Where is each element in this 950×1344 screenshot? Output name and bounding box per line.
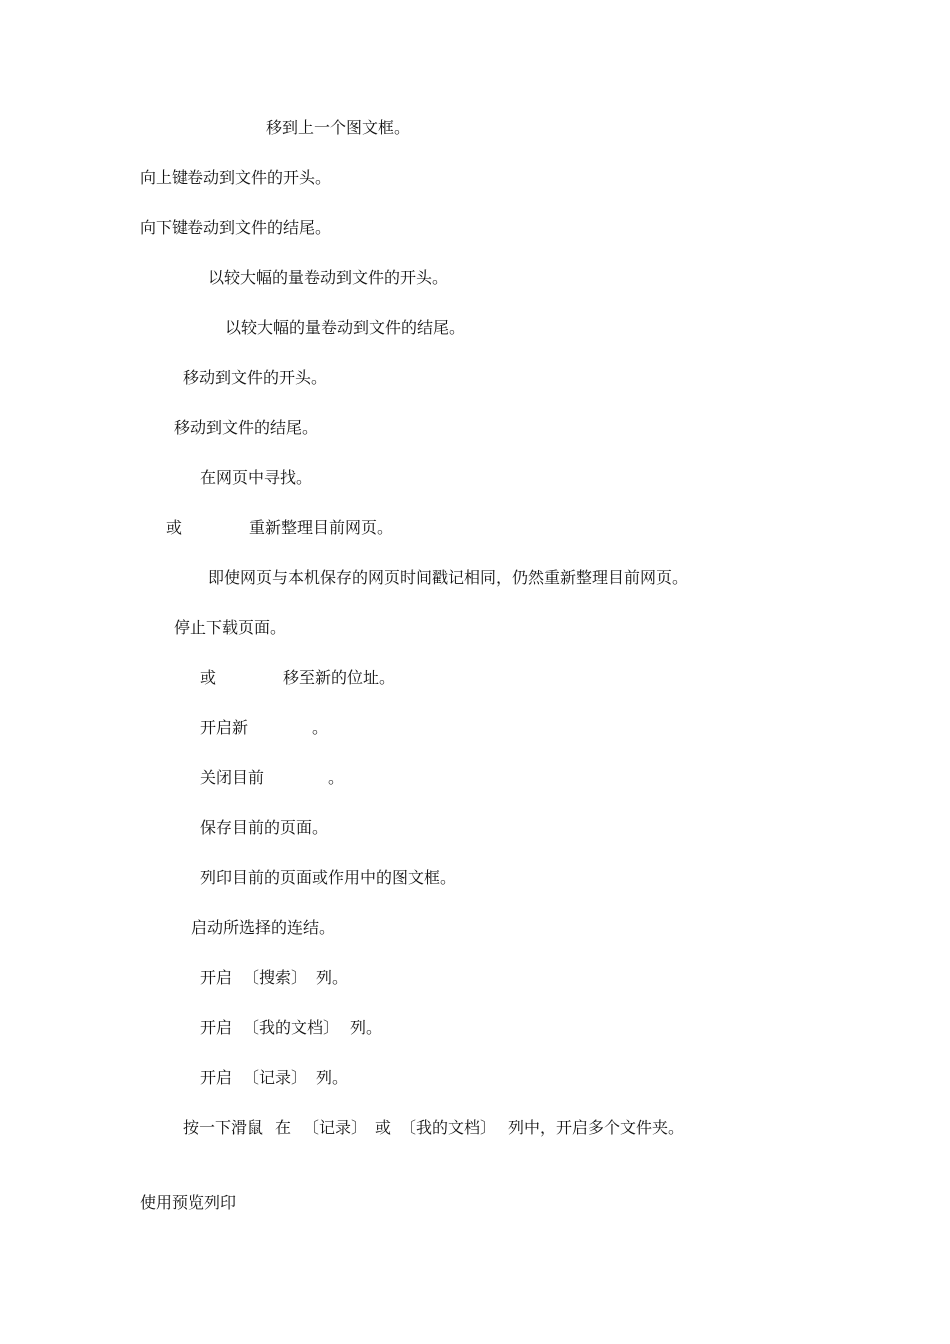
text-segment: 开启 <box>200 968 233 987</box>
text-segment: 。 <box>312 718 329 737</box>
text-segment: 即使网页与本机保存的网页时间戳记相同，仍然重新整理目前网页。 <box>208 568 689 587</box>
text-segment: 列印目前的页面或作用中的图文框。 <box>200 868 457 887</box>
text-segment: 〔搜索〕 <box>243 968 308 987</box>
text-segment: 移动到文件的开头。 <box>183 368 328 387</box>
text-segment: 列中，开启多个文件夹。 <box>508 1118 685 1137</box>
text-segment: 卷动到文件的开头。 <box>187 168 332 187</box>
text-segment: 或 <box>166 518 183 537</box>
text-segment: 关闭目前 <box>200 768 265 787</box>
text-segment: 列。 <box>316 1068 349 1087</box>
text-segment: 开启 <box>200 1018 233 1037</box>
text-segment: 在 <box>275 1118 292 1137</box>
text-segment: 〔我的文档〕 <box>243 1018 340 1037</box>
text-segment: 移至新的位址。 <box>283 668 396 687</box>
text-segment: 开启 <box>200 1068 233 1087</box>
text-segment: 在网页中寻找。 <box>200 468 313 487</box>
text-segment: 以较大幅的量卷动到文件的开头。 <box>208 268 449 287</box>
text-segment: 启动所选择的连结。 <box>191 918 336 937</box>
text-segment: 列。 <box>316 968 349 987</box>
text-segment: 保存目前的页面。 <box>200 818 329 837</box>
text-segment: 卷动到文件的结尾。 <box>187 218 332 237</box>
text-segment: 或 <box>200 668 217 687</box>
text-segment: 〔记录〕 <box>303 1118 368 1137</box>
text-segment: 〔记录〕 <box>243 1068 308 1087</box>
text-segment: 〔我的文档〕 <box>400 1118 497 1137</box>
text-segment: 以较大幅的量卷动到文件的结尾。 <box>225 318 466 337</box>
text-segment: 。 <box>328 768 345 787</box>
text-segment: 按一下滑鼠 <box>183 1118 264 1137</box>
section-heading: 使用预览列印 <box>140 1193 237 1212</box>
text-segment: 移到上一个图文框。 <box>266 118 411 137</box>
text-segment: 开启新 <box>200 718 249 737</box>
text-segment: 停止下载页面。 <box>174 618 287 637</box>
key-label: 向上键 <box>140 168 189 187</box>
text-segment: 列。 <box>350 1018 383 1037</box>
text-segment: 重新整理目前网页。 <box>249 518 394 537</box>
text-segment: 或 <box>375 1118 392 1137</box>
key-label: 向下键 <box>140 218 189 237</box>
text-segment: 移动到文件的结尾。 <box>174 418 319 437</box>
